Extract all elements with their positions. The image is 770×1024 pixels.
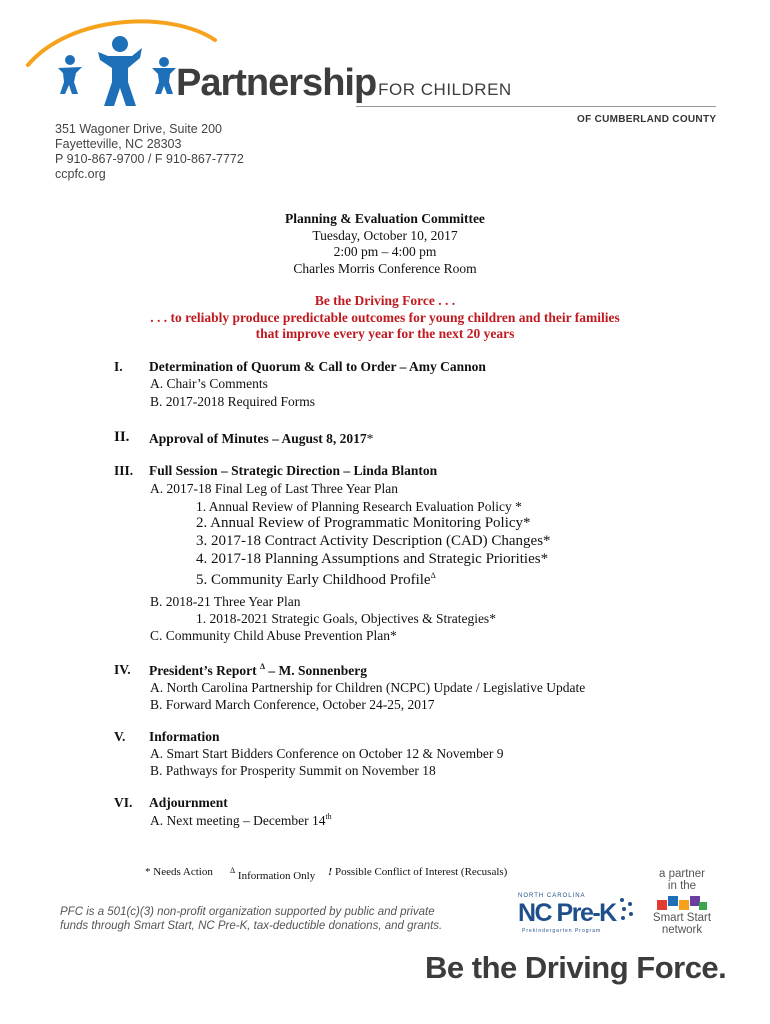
meeting-date: Tuesday, October 10, 2017	[312, 228, 458, 243]
legend-conflict	[328, 866, 507, 878]
info-mark: Δ	[230, 866, 236, 875]
address-line: Fayetteville, NC 28303	[55, 137, 182, 151]
legend-needs-action: * Needs Action	[145, 866, 213, 878]
section-numeral: III.	[114, 463, 134, 478]
ncprek-top-text: NORTH CAROLINA	[518, 893, 586, 899]
action-mark: *	[366, 431, 374, 446]
ncprek-wordmark: NC Pre-K	[518, 899, 616, 927]
info-mark: Δ	[259, 662, 265, 671]
agenda-subitem-text: 5. Community Early Childhood Profile	[196, 572, 431, 588]
agenda-item: C. Community Child Abuse Prevention Plan*	[150, 628, 397, 643]
letterhead-divider	[356, 106, 716, 107]
legend-info-only	[230, 866, 315, 882]
partner-text: in the	[667, 880, 697, 892]
legend-text: Information Only	[235, 870, 316, 882]
address-line: 351 Wagoner Drive, Suite 200	[55, 122, 222, 136]
section-title: Adjournment	[149, 795, 228, 810]
section-numeral: I.	[114, 359, 123, 374]
website-link[interactable]: ccpfc.org	[55, 167, 106, 181]
meeting-location: Charles Morris Conference Room	[293, 261, 477, 276]
agenda-item: B. 2018-21 Three Year Plan	[150, 594, 301, 609]
section-title-text: Approval of Minutes – August 8, 2017	[149, 431, 367, 446]
agenda-item: A. North Carolina Partnership for Children (NCPC) Update / Legislative Update	[150, 680, 586, 695]
agenda-item: A. 2017-18 Final Leg of Last Three Year Plan	[150, 481, 398, 496]
agenda-item: B. Pathways for Prosperity Summit on November 18	[150, 763, 436, 778]
nonprofit-disclaimer	[60, 905, 442, 933]
section-title	[149, 431, 373, 447]
agenda-item: A. Smart Start Bidders Conference on October 12 & November 9	[150, 746, 504, 761]
brand-suffix: FOR CHILDREN	[378, 80, 512, 99]
section-numeral: V.	[114, 729, 126, 744]
section-title-text: – M. Sonnenberg	[265, 663, 368, 678]
agenda-item: B. Forward March Conference, October 24-25, 2017	[150, 697, 435, 712]
section-title: Determination of Quorum & Call to Order – Amy Cannon	[149, 359, 486, 374]
agenda-item-text: A. Next meeting – December 14	[150, 813, 326, 828]
agenda-subitem: 3. 2017-18 Contract Activity Description (CAD) Changes*	[196, 533, 551, 549]
address-block	[55, 122, 244, 182]
agenda-subitem: 2. Annual Review of Programmatic Monitoring Policy*	[196, 515, 531, 531]
meeting-time: 2:00 pm – 4:00 pm	[333, 244, 437, 259]
partner-text: Smart Start	[652, 912, 712, 924]
agenda-item	[150, 812, 332, 829]
brand-wordmark	[176, 62, 512, 105]
section-numeral: VI.	[114, 795, 133, 810]
stars-icon	[616, 895, 636, 925]
agenda-item: A. Chair’s Comments	[150, 376, 268, 391]
section-numeral: IV.	[114, 662, 131, 677]
legend-text: Possible Conflict of Interest (Recusals)	[332, 866, 508, 878]
partner-text: network	[661, 924, 703, 936]
tagline: Be the Driving Force . . .	[314, 293, 456, 308]
footer-slogan: Be the Driving Force.	[425, 950, 727, 985]
section-title: Full Session – Strategic Direction – Linda Blanton	[149, 463, 438, 478]
section-title: Information	[149, 729, 220, 744]
section-numeral: II.	[114, 429, 130, 445]
nc-prek-logo	[518, 893, 636, 937]
agenda-subitem: 1. Annual Review of Planning Research Evaluation Policy *	[196, 499, 522, 514]
ncprek-bottom-text: Prekindergarten Program	[522, 928, 602, 934]
section-title-text: President’s Report	[149, 663, 260, 678]
info-mark: Δ	[430, 571, 436, 580]
agenda-subitem: 1. 2018-2021 Strategic Goals, Objectives & Strategies*	[196, 611, 496, 626]
meeting-title: Planning & Evaluation Committee	[285, 211, 485, 226]
section-title	[149, 662, 367, 679]
smart-start-partner-badge	[645, 868, 719, 936]
tagline: . . . to reliably produce predictable outcomes for young children and their families	[150, 310, 620, 325]
disclaimer-line: PFC is a 501(c)(3) non-profit organization supported by public and private	[60, 906, 435, 918]
agenda-subitem	[196, 571, 436, 589]
conflict-mark: !	[328, 866, 333, 878]
smart-start-blocks-icon	[655, 894, 709, 910]
county-label: OF CUMBERLAND COUNTY	[577, 114, 717, 125]
phone-fax: P 910-867-9700 / F 910-867-7772	[55, 152, 244, 166]
partner-text: a partner	[658, 868, 706, 880]
brand-main: Partnership	[176, 62, 377, 104]
ordinal-suffix: th	[325, 812, 332, 821]
agenda-item: B. 2017-2018 Required Forms	[150, 394, 315, 409]
disclaimer-line: funds through Smart Start, NC Pre-K, tax-deductible donations, and grants.	[60, 920, 443, 932]
agenda-subitem: 4. 2017-18 Planning Assumptions and Strategic Priorities*	[196, 551, 549, 567]
tagline: that improve every year for the next 20 years	[255, 326, 515, 341]
